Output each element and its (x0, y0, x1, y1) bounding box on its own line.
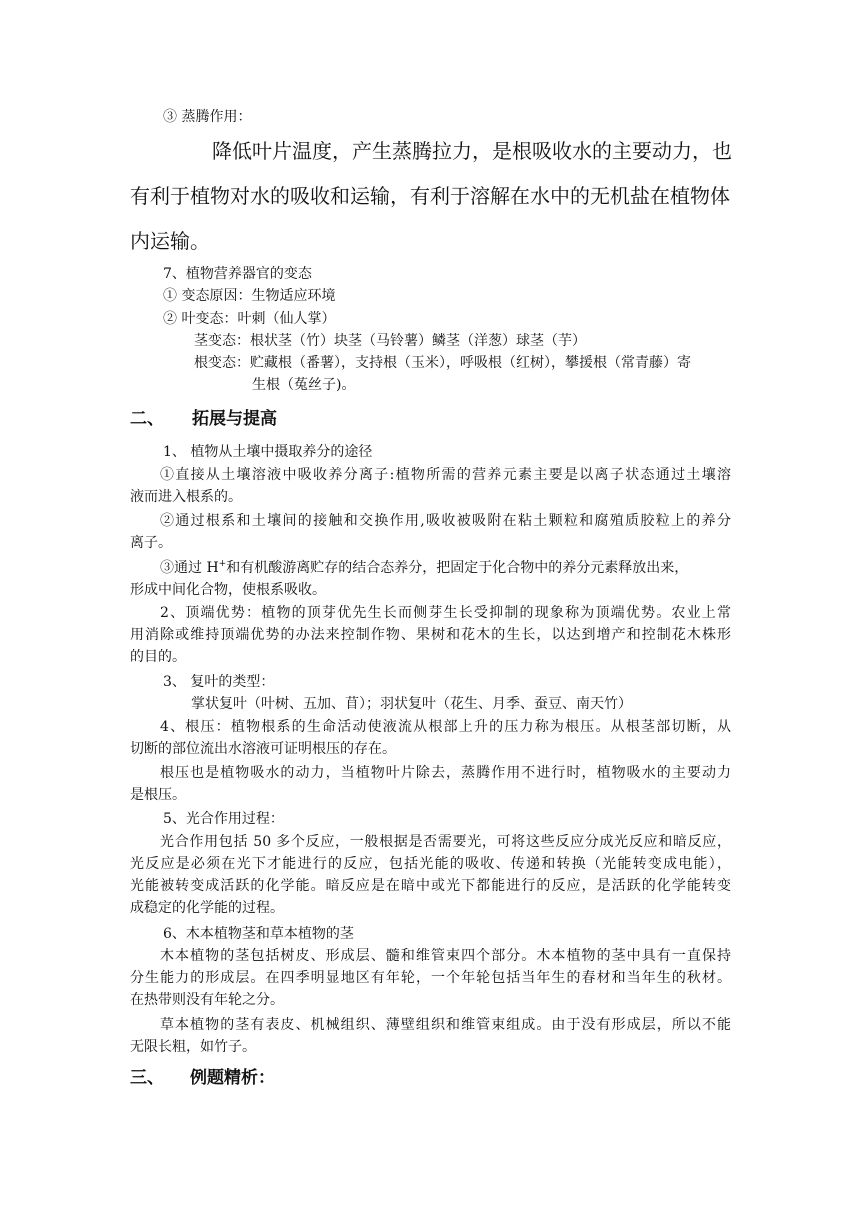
p6a-line-1: 木本植物的茎包括树皮、形成层、髓和维管束四个部分。木本植物的茎中具有一直保持 (160, 948, 731, 964)
p5-line-2: 光反应是必须在光下才能进行的反应，包括光能的吸收、传递和转换（光能转变成电能）， (130, 856, 731, 872)
p1-a-line-1: ①直接从土壤溶液中吸收养分离子:植物所需的营养元素主要是以离子状态通过土壤溶 (160, 467, 731, 483)
p3-body: 掌状复叶（叶树、五加、苜）；羽状复叶（花生、月季、蚕豆、南天竹） (191, 696, 632, 712)
p5-line-1: 光合作用包括 50 多个反应，一般根据是否需要光，可将这些反应分成光反应和暗反应， (160, 834, 731, 850)
p1-b-line-2: 离子。 (130, 535, 172, 551)
p6a-line-2: 分生能力的形成层。在四季明显地区有年轮，一个年轮包括当年生的春材和当年生的秋材。 (130, 970, 731, 986)
p1-c-sup: + (218, 559, 227, 569)
p5-title: 5、光合作用过程： (163, 811, 284, 827)
p1-c-line-1 (160, 558, 688, 578)
p1-title: 1、 植物从土壤中摄取养分的途径 (163, 444, 373, 460)
item7-leaf: ② 叶变态：叶刺（仙人掌） (163, 311, 336, 327)
p6a (130, 946, 731, 1010)
item7-root-line-2: 生根（菟丝子)。 (252, 377, 356, 393)
item7-title: 7、植物营养器官的变态 (163, 266, 312, 282)
p6b-line-2: 无限长粗，如竹子。 (130, 1039, 256, 1055)
section-2-number: 二、 (130, 409, 164, 429)
p4b-line-2: 是根压。 (130, 787, 186, 803)
section-3-number: 三、 (130, 1068, 164, 1088)
p2-line-2: 用消除或维持顶端优势的办法来控制作物、果树和花木的生长，以达到增产和控制花木株形 (130, 627, 731, 643)
item7-cause: ① 变态原因：生物适应环境 (163, 288, 336, 304)
p4-line-2: 切断的部位流出水溶液可证明根压的存在。 (130, 741, 396, 757)
item7-stem: 茎变态：根状茎（竹）块茎（马铃薯）鳞茎（洋葱）球茎（芋） (194, 333, 586, 349)
section-2-title: 拓展与提高 (192, 409, 277, 429)
item3-title: ③ 蒸腾作用： (163, 109, 252, 125)
p1-a-line-2: 液而进入根系的。 (130, 489, 242, 505)
p5-line-4: 成稳定的化学能的过程。 (130, 900, 284, 916)
item3-body-line-3: 内运输。 (130, 229, 210, 253)
p5-line-3: 光能被转变成活跃的化学能。暗反应是在暗中或光下都能进行的反应，是活跃的化学能转变 (130, 878, 731, 894)
p1-a (130, 465, 731, 507)
p1-b (130, 511, 731, 553)
p2 (130, 603, 731, 667)
p1-b-line-1: ②通过根系和土壤间的接触和交换作用,吸收被吸附在粘土颗粒和腐殖质胶粒上的养分 (160, 513, 731, 529)
item7-root-line-1: 根变态：贮藏根（番薯），支持根（玉米），呼吸根（红树），攀援根（常青藤）寄 (194, 355, 691, 371)
p5 (130, 832, 731, 918)
item3-body-line-2: 有利于植物对水的吸收和运输，有利于溶解在水中的无机盐在植物体 (130, 184, 730, 208)
p6b (130, 1015, 731, 1057)
p4 (130, 717, 731, 759)
section-3-title: 例题精析： (190, 1068, 275, 1088)
p1-c-line-2: 形成中间化合物，使根系吸收。 (130, 582, 326, 598)
p6a-line-3: 在热带则没有年轮之分。 (130, 992, 284, 1008)
p2-line-3: 的目的。 (130, 649, 186, 665)
p1-c-pre: ③通过 H (160, 560, 219, 576)
p6-title: 6、木本植物茎和草本植物的茎 (163, 926, 354, 942)
p3-title: 3、 复叶的类型： (163, 674, 275, 690)
p6b-line-1: 草本植物的茎有表皮、机械组织、薄壁组织和维管束组成。由于没有形成层，所以不能 (160, 1017, 731, 1033)
p2-line-1: 2、顶端优势：植物的顶芽优先生长而侧芽生长受抑制的现象称为顶端优势。农业上常 (160, 605, 731, 621)
p4-line-1: 4、根压：植物根系的生命活动使液流从根部上升的压力称为根压。从根茎部切断，从 (160, 719, 731, 735)
item3-body-line-1: 降低叶片温度，产生蒸腾拉力，是根吸收水的主要动力，也 (212, 139, 732, 163)
p4b (130, 763, 731, 805)
p1-c-post: 和有机酸游离贮存的结合态养分，把固定于化合物中的养分元素释放出来， (226, 560, 689, 576)
p4b-line-1: 根压也是植物吸水的动力，当植物叶片除去，蒸腾作用不进行时，植物吸水的主要动力 (160, 765, 731, 781)
